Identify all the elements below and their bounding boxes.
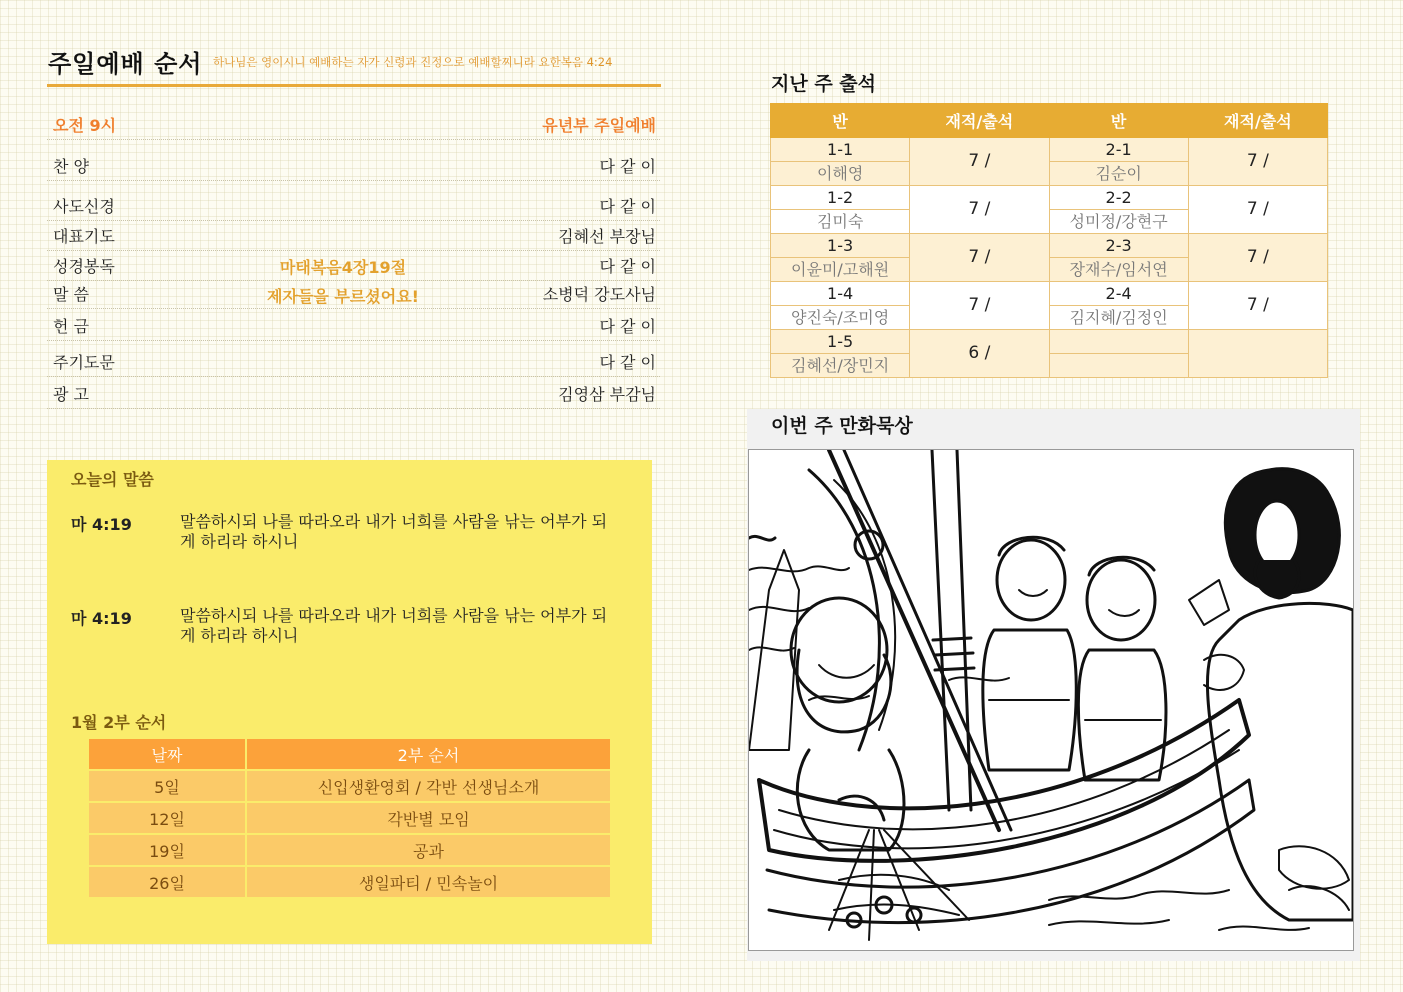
attendance-table — [770, 103, 1328, 378]
order-leader: 김혜선 부장님 — [558, 227, 656, 246]
class-name: 1-3 — [771, 234, 910, 258]
class-name: 1-2 — [771, 186, 910, 210]
teacher-name: 이윤미/고해원 — [771, 258, 910, 282]
attendance-count: 7 / — [910, 234, 1049, 282]
schedule-title: 1월 2부 순서 — [71, 713, 167, 732]
schedule-row — [89, 770, 610, 802]
order-label: 광 고 — [53, 385, 89, 404]
sermon-passage: 마태복음4장19절 — [279, 258, 407, 277]
attendance-count: 7 / — [1188, 138, 1327, 186]
verse-reference: 마 4:19 — [71, 515, 132, 534]
order-label: 찬 양 — [53, 157, 89, 176]
schedule-item: 신입생환영회 / 각반 선생님소개 — [246, 770, 610, 802]
schedule-item: 생일파티 / 민속놀이 — [246, 866, 610, 898]
order-leader: 다 같 이 — [599, 197, 656, 216]
header-count: 재적/출석 — [1188, 104, 1327, 138]
sermon-title: 제자들을 부르셨어요! — [267, 287, 419, 306]
attendance-row — [771, 138, 1328, 162]
attendance-count: 7 / — [910, 282, 1049, 330]
attendance-count — [1188, 330, 1327, 378]
teacher-name: 김미숙 — [771, 210, 910, 234]
order-leader: 다 같 이 — [599, 257, 656, 276]
attendance-count: 7 / — [1188, 234, 1327, 282]
order-row — [47, 139, 660, 181]
cartoon-image — [748, 449, 1354, 951]
schedule-header-item: 2부 순서 — [246, 739, 610, 770]
order-row — [47, 180, 660, 221]
order-leader: 다 같 이 — [599, 157, 656, 176]
order-leader: 김영삼 부감님 — [558, 385, 656, 404]
schedule-item: 각반별 모임 — [246, 802, 610, 834]
attendance-header-row — [771, 104, 1328, 138]
header-count: 재적/출석 — [910, 104, 1049, 138]
order-label: 주기도문 — [53, 353, 115, 372]
teacher-name — [1049, 354, 1188, 378]
attendance-row — [771, 330, 1328, 354]
verse-reference: 마 4:19 — [71, 609, 132, 628]
schedule-date: 19일 — [89, 834, 246, 866]
header-verse: 하나님은 영이시니 예배하는 자가 신령과 진정으로 예배할찌니라 요한복음 4:24 — [213, 55, 613, 69]
class-name: 2-2 — [1049, 186, 1188, 210]
jesus-calls-fishermen-coloring-illustration — [749, 450, 1353, 950]
cartoon-title: 이번 주 만화묵상 — [771, 415, 913, 437]
class-name: 2-1 — [1049, 138, 1188, 162]
service-header-row — [47, 100, 660, 140]
word-panel — [47, 460, 652, 944]
verse-text: 말씀하시되 나를 따라오라 내가 너희를 사람을 낚는 어부가 되게 하리라 하시니 — [180, 512, 608, 551]
word-title: 오늘의 말씀 — [71, 470, 154, 489]
attendance-count: 6 / — [910, 330, 1049, 378]
schedule-header-date: 날짜 — [89, 739, 246, 770]
order-label: 헌 금 — [53, 317, 89, 336]
teacher-name: 김혜선/장민지 — [771, 354, 910, 378]
schedule-date: 12일 — [89, 802, 246, 834]
teacher-name: 양진숙/조미영 — [771, 306, 910, 330]
schedule-date: 26일 — [89, 866, 246, 898]
order-label: 사도신경 — [53, 197, 115, 216]
class-name: 2-4 — [1049, 282, 1188, 306]
class-name: 1-4 — [771, 282, 910, 306]
schedule-row — [89, 866, 610, 898]
schedule-header-row — [89, 739, 610, 770]
worship-title: 주일예배 순서 — [48, 50, 203, 78]
teacher-name: 성미정/강현구 — [1049, 210, 1188, 234]
order-row — [47, 376, 660, 409]
schedule-item: 공과 — [246, 834, 610, 866]
header-class: 반 — [771, 104, 910, 138]
service-time: 오전 9시 — [53, 116, 117, 135]
order-label: 대표기도 — [53, 227, 115, 246]
attendance-title: 지난 주 출석 — [771, 73, 876, 95]
schedule-row — [89, 802, 610, 834]
attendance-count: 7 / — [910, 186, 1049, 234]
order-row — [47, 308, 660, 341]
attendance-count: 7 / — [910, 138, 1049, 186]
attendance-row — [771, 186, 1328, 210]
order-label: 성경봉독 — [53, 257, 115, 276]
header-class: 반 — [1049, 104, 1188, 138]
schedule-row — [89, 834, 610, 866]
schedule-table — [89, 739, 610, 899]
attendance-count: 7 / — [1188, 186, 1327, 234]
class-name: 1-5 — [771, 330, 910, 354]
teacher-name: 김순이 — [1049, 162, 1188, 186]
service-department: 유년부 주일예배 — [542, 116, 656, 135]
verse-text: 말씀하시되 나를 따라오라 내가 너희를 사람을 낚는 어부가 되게 하리라 하시니 — [180, 606, 608, 645]
order-row — [47, 220, 660, 251]
class-name: 1-1 — [771, 138, 910, 162]
teacher-name: 김지혜/김정인 — [1049, 306, 1188, 330]
order-leader: 다 같 이 — [599, 353, 656, 372]
attendance-row — [771, 234, 1328, 258]
order-label: 말 씀 — [53, 285, 89, 304]
order-leader: 다 같 이 — [599, 317, 656, 336]
class-name: 2-3 — [1049, 234, 1188, 258]
schedule-date: 5일 — [89, 770, 246, 802]
teacher-name: 장재수/임서연 — [1049, 258, 1188, 282]
title-divider — [47, 84, 661, 87]
class-name — [1049, 330, 1188, 354]
teacher-name: 이해영 — [771, 162, 910, 186]
attendance-count: 7 / — [1188, 282, 1327, 330]
order-leader: 소병덕 강도사님 — [542, 285, 656, 304]
order-row — [47, 340, 660, 377]
attendance-row — [771, 282, 1328, 306]
